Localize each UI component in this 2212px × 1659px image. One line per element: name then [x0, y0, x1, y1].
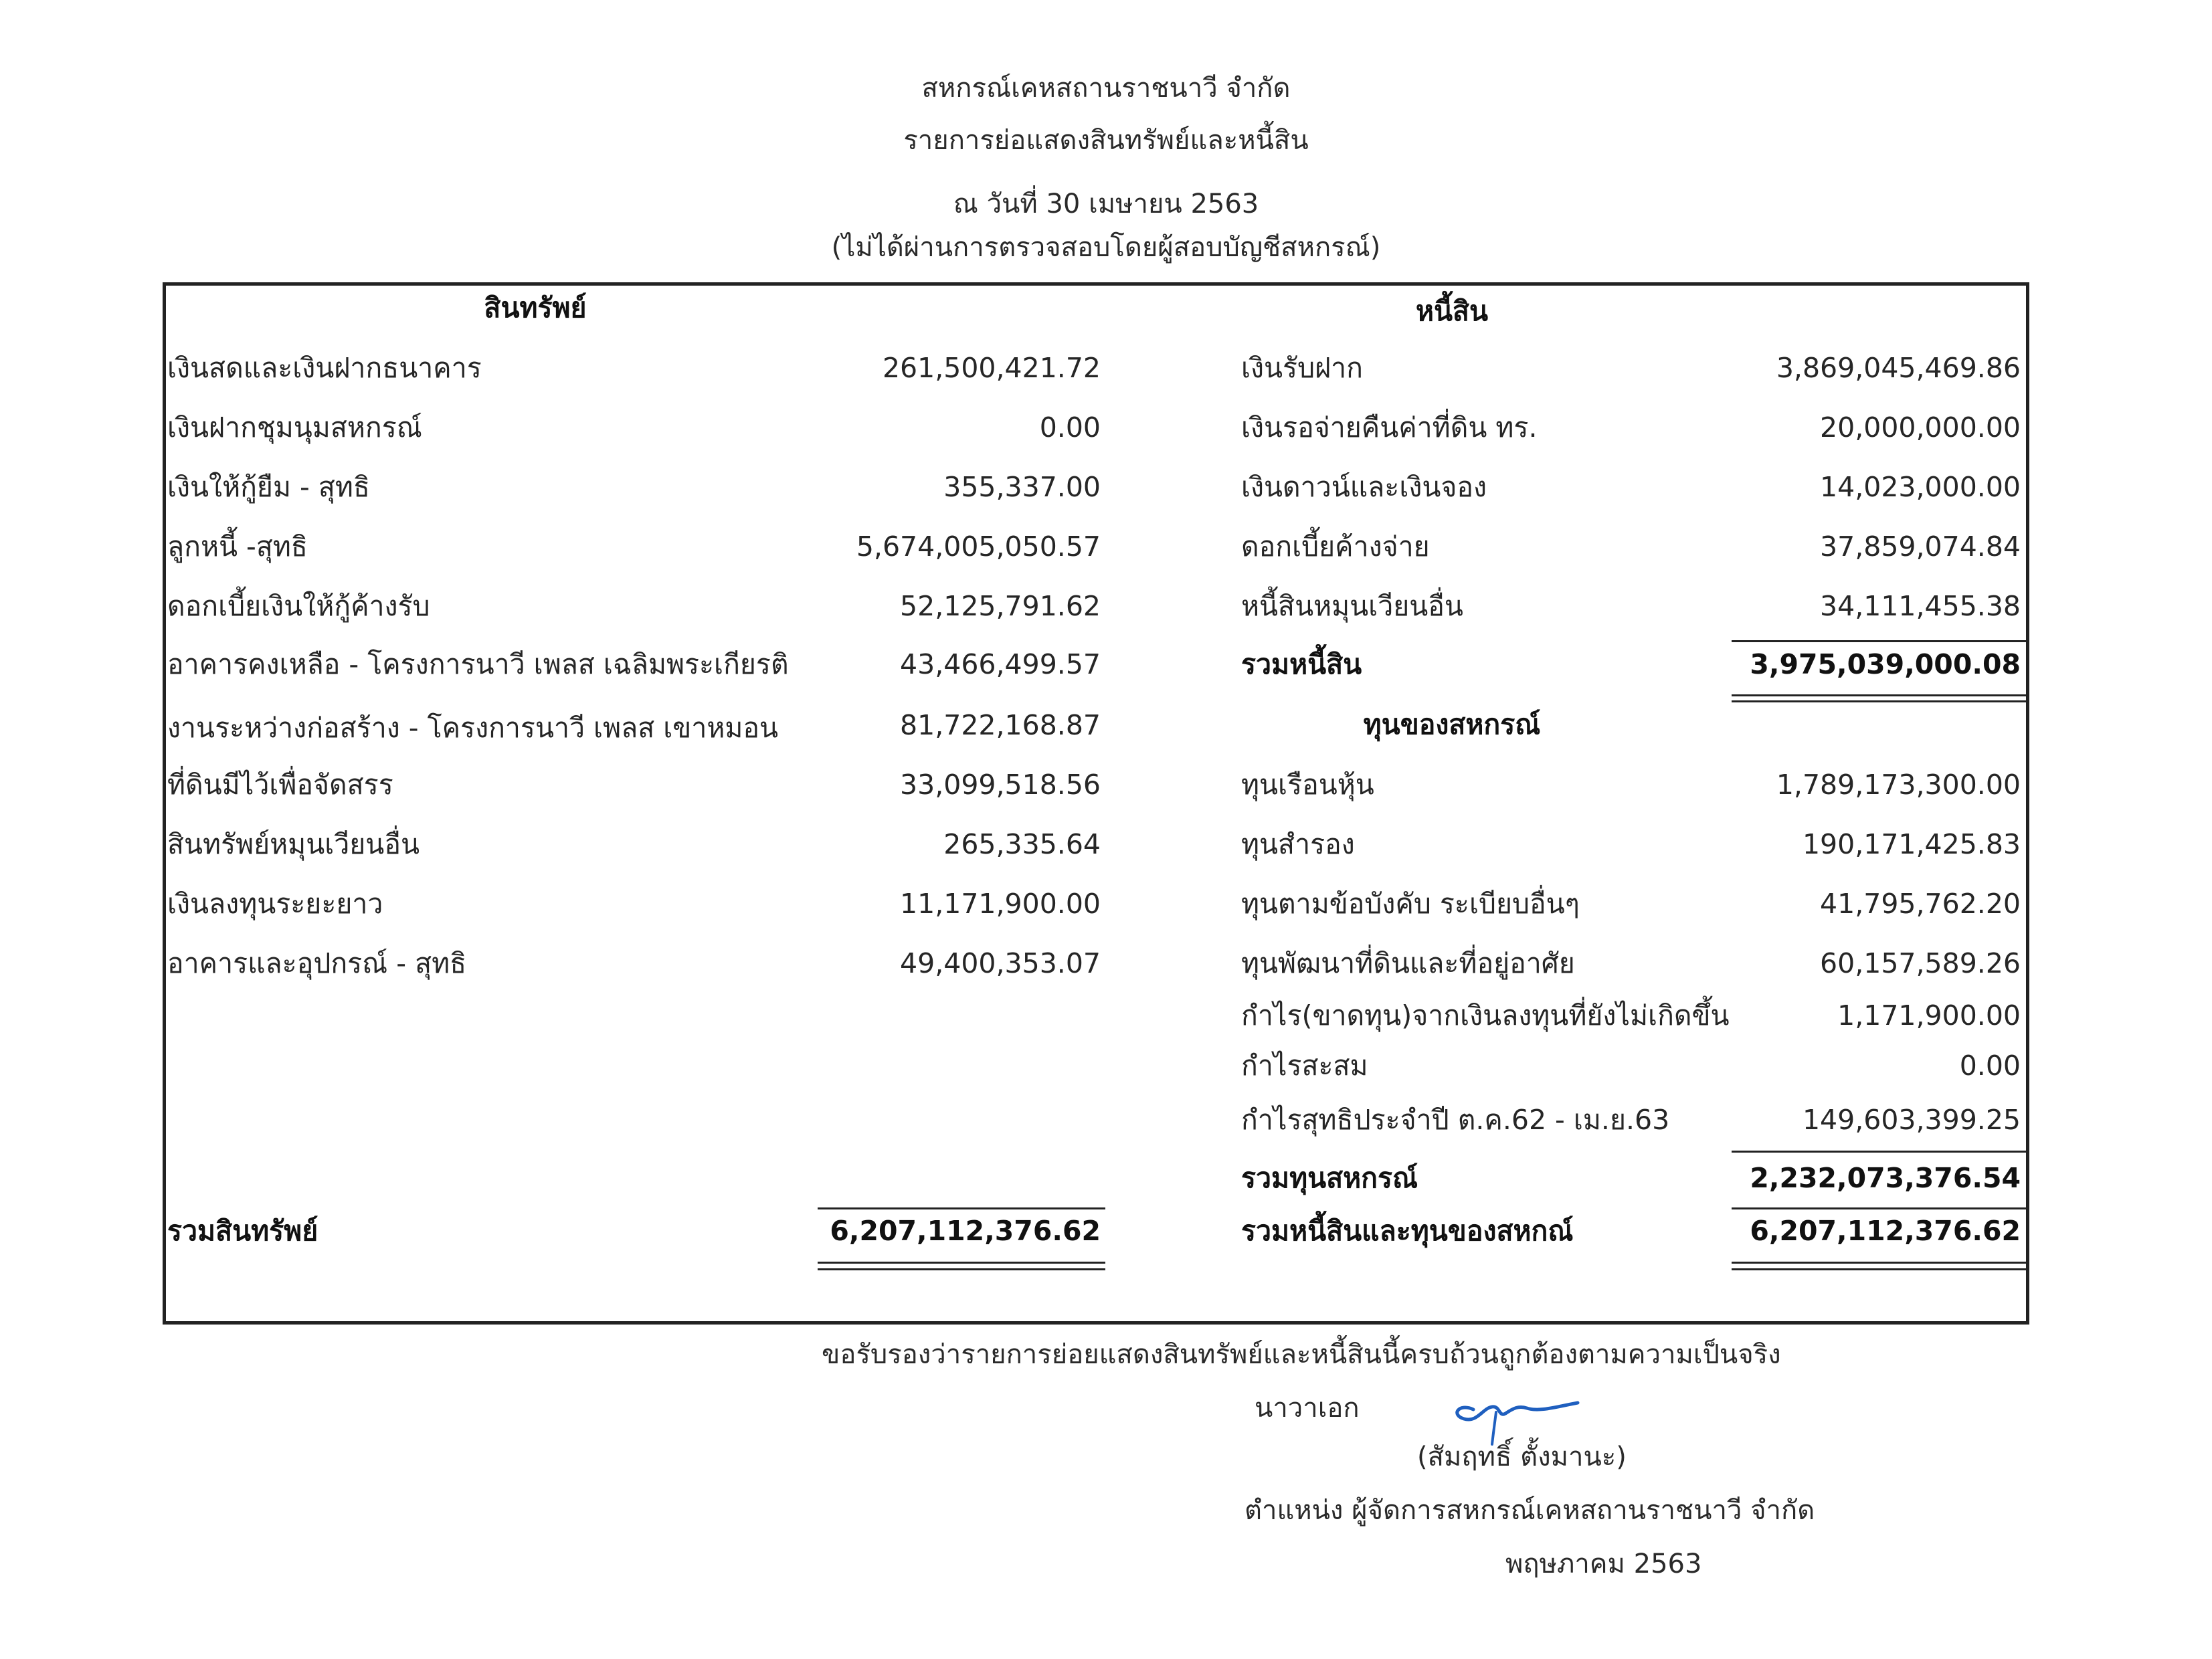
liability-value: 14,023,000.00	[1820, 471, 2021, 503]
liabilities-subtotal-rule	[1732, 640, 2026, 642]
assets-total-label: รวมสินทรัพย์	[167, 1215, 318, 1247]
assets-total-rule-2	[818, 1268, 1105, 1270]
liability-label: หนี้สินหมุนเวียนอื่น	[1241, 590, 1463, 622]
asset-label: ที่ดินมีไว้เพื่อจัดสรร	[167, 769, 393, 801]
equity-value: 190,171,425.83	[1802, 828, 2021, 860]
assets-heading: สินทรัพย์	[484, 292, 587, 324]
assets-total-rule-1	[818, 1262, 1105, 1264]
grand-subtotal-rule	[1732, 1207, 2026, 1209]
liabilities-total-rule-2	[1732, 700, 2026, 702]
liability-label: เงินรับฝาก	[1241, 352, 1363, 384]
asset-value: 0.00	[1039, 411, 1101, 444]
liability-label: ดอกเบี้ยค้างจ่าย	[1241, 530, 1430, 563]
equity-heading: ทุนของสหกรณ์	[1363, 708, 1541, 741]
asset-label: สินทรัพย์หมุนเวียนอื่น	[167, 828, 420, 860]
asset-value: 81,722,168.87	[900, 709, 1101, 741]
liability-value: 20,000,000.00	[1820, 411, 2021, 444]
equity-value: 1,789,173,300.00	[1776, 769, 2021, 801]
liability-label: เงินรอจ่ายคืนค่าที่ดิน ทร.	[1241, 411, 1538, 444]
liability-value: 3,869,045,469.86	[1776, 352, 2021, 384]
equity-label: ทุนสำรอง	[1241, 828, 1355, 860]
liability-label: เงินดาวน์และเงินจอง	[1241, 471, 1487, 503]
equity-label: ทุนพัฒนาที่ดินและที่อยู่อาศัย	[1241, 947, 1575, 979]
asset-value: 43,466,499.57	[900, 648, 1101, 680]
equity-label: กำไรสะสม	[1241, 1050, 1368, 1082]
asset-label: งานระหว่างก่อสร้าง - โครงการนาวี เพลส เขาหมอน	[167, 712, 779, 744]
report-date: ณ วันที่ 30 เมษายน 2563	[953, 189, 1259, 219]
asset-value: 265,335.64	[943, 828, 1101, 860]
equity-label: ทุนตามข้อบังคับ ระเบียบอื่นๆ	[1241, 888, 1580, 920]
asset-label: ลูกหนี้ -สุทธิ	[167, 530, 308, 563]
certification-text: ขอรับรองว่ารายการย่อยแสดงสินทรัพย์และหนี้สินนี้ครบถ้วนถูกต้องตามความเป็นจริง	[822, 1339, 1781, 1370]
liabilities-total-value: 3,975,039,000.08	[1750, 648, 2021, 680]
asset-label: เงินฝากชุมนุมสหกรณ์	[167, 411, 422, 444]
asset-value: 49,400,353.07	[900, 947, 1101, 979]
equity-total-label: รวมทุนสหกรณ์	[1241, 1162, 1418, 1194]
audit-note: (ไม่ได้ผ่านการตรวจสอบโดยผู้สอบบัญชีสหกรณ์)	[831, 232, 1381, 263]
asset-value: 5,674,005,050.57	[856, 530, 1101, 563]
assets-total-value: 6,207,112,376.62	[830, 1215, 1101, 1247]
grand-total-value: 6,207,112,376.62	[1750, 1215, 2021, 1247]
signed-date: พฤษภาคม 2563	[1505, 1549, 1702, 1579]
equity-value: 41,795,762.20	[1820, 888, 2021, 920]
asset-value: 52,125,791.62	[900, 590, 1101, 622]
liabilities-heading: หนี้สิน	[1415, 295, 1489, 327]
asset-value: 355,337.00	[943, 471, 1101, 503]
asset-label: อาคารคงเหลือ - โครงการนาวี เพลส เฉลิมพระเกียรติ	[167, 648, 789, 680]
equity-label: กำไร(ขาดทุน)จากเงินลงทุนที่ยังไม่เกิดขึ้น	[1241, 999, 1730, 1032]
signer-rank: นาวาเอก	[1255, 1393, 1360, 1424]
asset-label: อาคารและอุปกรณ์ - สุทธิ	[167, 947, 467, 979]
equity-label: ทุนเรือนหุ้น	[1241, 769, 1374, 801]
assets-subtotal-rule	[818, 1207, 1105, 1209]
signer-name: (สัมฤทธิ์ ตั้งมานะ)	[1417, 1442, 1627, 1472]
grand-total-rule-2	[1732, 1268, 2026, 1270]
asset-value: 261,500,421.72	[882, 352, 1101, 384]
equity-value: 1,171,900.00	[1837, 999, 2021, 1032]
equity-total-value: 2,232,073,376.54	[1750, 1162, 2021, 1194]
equity-value: 60,157,589.26	[1820, 947, 2021, 979]
equity-value: 149,603,399.25	[1802, 1104, 2021, 1136]
grand-total-rule-1	[1732, 1262, 2026, 1264]
liabilities-total-rule-1	[1732, 694, 2026, 696]
asset-label: เงินให้กู้ยืม - สุทธิ	[167, 471, 370, 503]
asset-label: เงินลงทุนระยะยาว	[167, 888, 383, 920]
asset-label: เงินสดและเงินฝากธนาคาร	[167, 352, 482, 384]
grand-total-label: รวมหนี้สินและทุนของสหกณ์	[1241, 1215, 1574, 1247]
asset-value: 11,171,900.00	[900, 888, 1101, 920]
organization-name: สหกรณ์เคหสถานราชนาวี จำกัด	[921, 73, 1291, 104]
signer-position: ตำแหน่ง ผู้จัดการสหกรณ์เคหสถานราชนาวี จำกัด	[1245, 1495, 1815, 1526]
asset-value: 33,099,518.56	[900, 769, 1101, 801]
liability-value: 34,111,455.38	[1820, 590, 2021, 622]
equity-value: 0.00	[1959, 1050, 2021, 1082]
signature-mark	[1439, 1388, 1592, 1448]
asset-label: ดอกเบี้ยเงินให้กู้ค้างรับ	[167, 590, 430, 622]
liabilities-total-label: รวมหนี้สิน	[1241, 648, 1362, 680]
report-title: รายการย่อแสดงสินทรัพย์และหนี้สิน	[903, 125, 1309, 156]
liability-value: 37,859,074.84	[1820, 530, 2021, 563]
equity-subtotal-rule	[1732, 1151, 2026, 1153]
equity-label: กำไรสุทธิประจำปี ต.ค.62 - เม.ย.63	[1241, 1104, 1670, 1136]
